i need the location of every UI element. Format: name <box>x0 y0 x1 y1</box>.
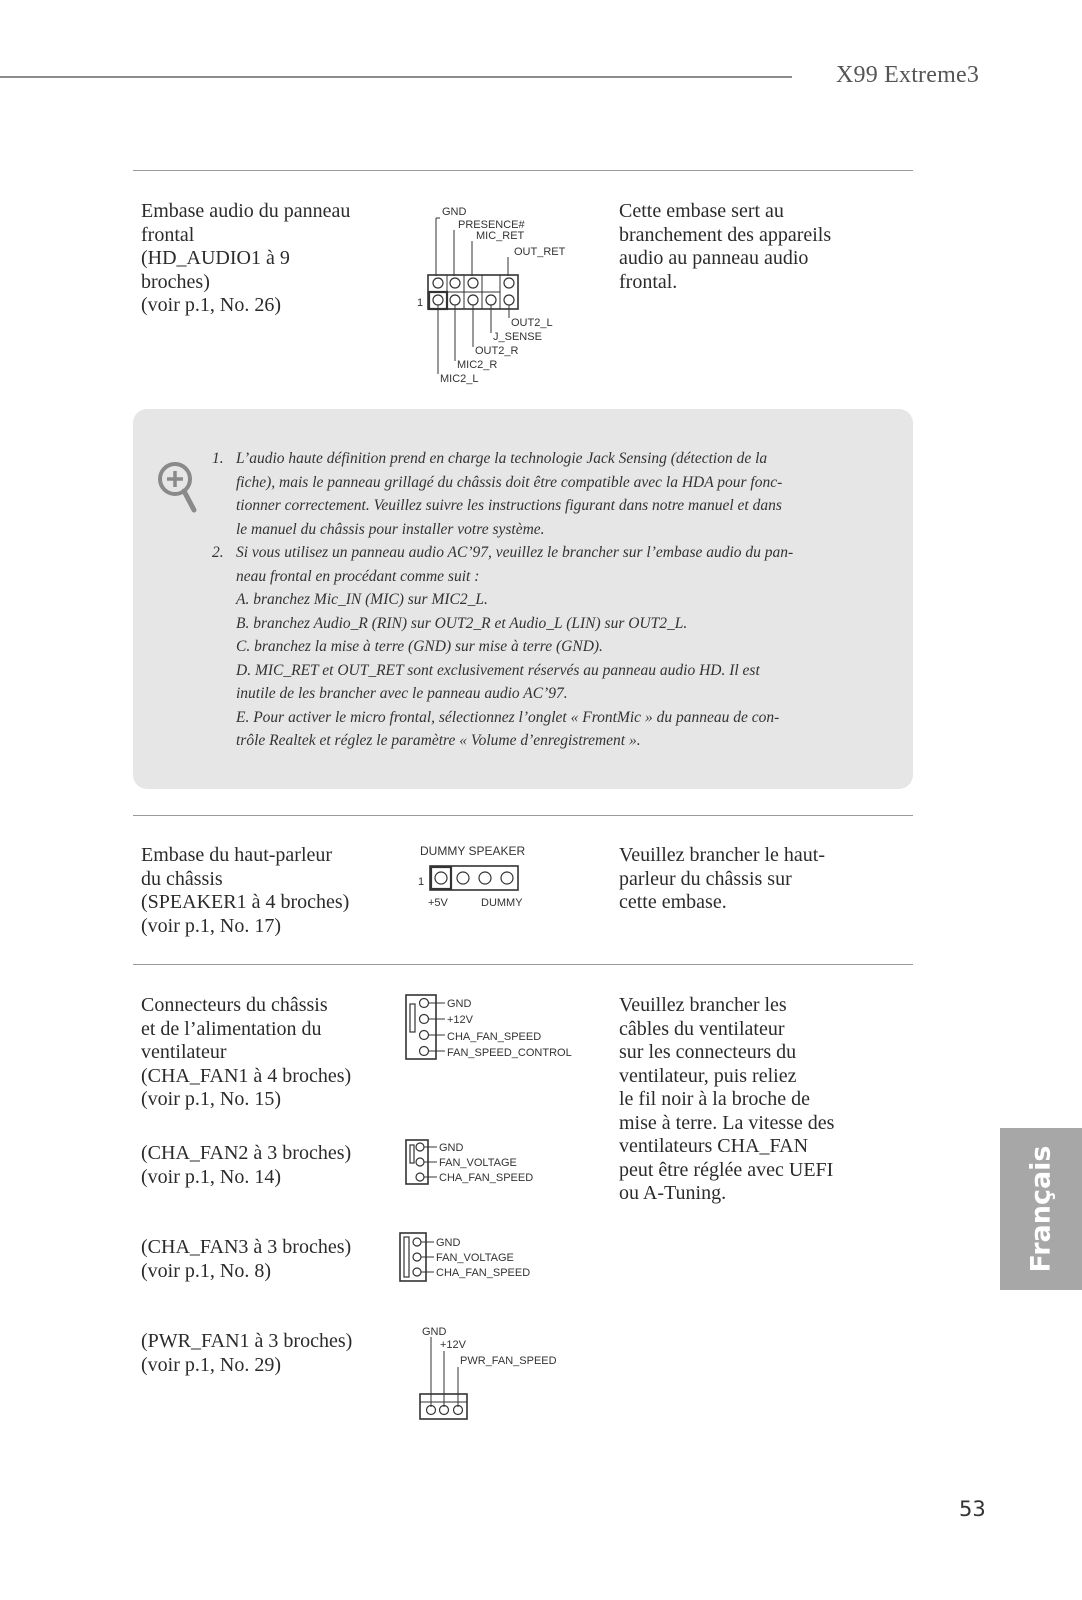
text-line: Embase du haut-parleur <box>141 844 333 866</box>
text-line: (CHA_FAN1 à 4 broches) <box>141 1064 352 1087</box>
magnifier-plus-icon <box>155 459 199 517</box>
pin-label-gnd: GND <box>436 1237 461 1249</box>
note-subitem: A. branchez Mic_IN (MIC) sur MIC2_L. <box>236 591 488 608</box>
text-line: branchement des appareils <box>619 223 832 246</box>
cha-fan1-description <box>141 994 391 1112</box>
text-line: (HD_AUDIO1 à 9 <box>141 247 290 269</box>
text-line: (SPEAKER1 à 4 broches) <box>141 891 350 913</box>
cha-fan2-description <box>141 1142 391 1189</box>
note-line: tionner correctement. Veuillez suivre les instructions figurant dans notre manuel et dans <box>236 497 782 514</box>
hd-audio-pin-diagram <box>410 200 600 395</box>
text-line: (voir p.1, No. 26) <box>141 294 281 316</box>
pin-label-dummy: DUMMY <box>481 897 523 909</box>
text-line: du châssis <box>141 867 223 890</box>
pin-label-12v: +12V <box>440 1339 466 1351</box>
pin-label-fan-speed-control: FAN_SPEED_CONTROL <box>447 1047 572 1059</box>
pin-label-cha-fan-speed: CHA_FAN_SPEED <box>447 1031 542 1043</box>
pin-label-fan-voltage: FAN_VOLTAGE <box>439 1157 517 1169</box>
text-line: (voir p.1, No. 15) <box>141 1088 281 1110</box>
text-line: (voir p.1, No. 29) <box>141 1353 281 1376</box>
cha-fan1-pin-diagram <box>400 990 600 1062</box>
text-line: ventilateur <box>141 1041 227 1063</box>
text-line: Embase audio du panneau <box>141 200 351 222</box>
text-line: (CHA_FAN3 à 3 broches) <box>141 1236 352 1258</box>
note-line: Si vous utilisez un panneau audio AC’97, veuillez le brancher sur l’embase audio du pan- <box>236 544 794 561</box>
fans-explanation <box>619 994 869 1206</box>
text-line: sur les connecteurs du <box>619 1041 797 1063</box>
text-line: (CHA_FAN2 à 3 broches) <box>141 1142 352 1164</box>
speaker-description <box>141 844 391 938</box>
cha-fan3-pin-diagram <box>396 1230 566 1284</box>
header-title: X99 Extreme3 <box>836 62 980 88</box>
note-subitem: trôle Realtek et réglez le paramètre « Volume d’enregistrement ». <box>236 732 641 749</box>
text-line: (PWR_FAN1 à 3 broches) <box>141 1330 353 1352</box>
text-line: ventilateur, puis reliez <box>619 1064 797 1087</box>
cha-fan3-description <box>141 1236 391 1283</box>
text-line: ventilateurs CHA_FAN <box>619 1135 809 1157</box>
pin-label-mic2-l: MIC2_L <box>440 373 479 385</box>
speaker-explanation <box>619 844 869 915</box>
pin-label-pin1: 1 <box>418 876 425 888</box>
text-line: Veuillez brancher le haut- <box>619 844 826 866</box>
pin-label-gnd: GND <box>422 1326 447 1338</box>
text-line: parleur du châssis sur <box>619 867 792 890</box>
pin-label-out2-r: OUT2_R <box>475 345 519 357</box>
text-line: le fil noir à la broche de <box>619 1088 811 1110</box>
pin-label-presence: PRESENCE# <box>458 219 525 231</box>
pin-label-cha-fan-speed: CHA_FAN_SPEED <box>436 1267 531 1279</box>
section-divider <box>133 964 913 965</box>
pin-label-cha-fan-speed: CHA_FAN_SPEED <box>439 1172 534 1184</box>
pwr-fan1-description <box>141 1330 391 1377</box>
text-line: audio au panneau audio <box>619 247 809 269</box>
text-line: frontal <box>141 223 195 246</box>
note-list <box>212 447 852 753</box>
note-line: L’audio haute définition prend en charge la technologie Jack Sensing (détection de la <box>236 450 768 467</box>
pin-label-12v: +12V <box>447 1014 473 1026</box>
note-number: 1. <box>212 450 224 467</box>
note-item <box>212 541 852 753</box>
pwr-fan1-pin-diagram <box>416 1323 576 1423</box>
text-line: cette embase. <box>619 891 727 913</box>
pin-label-fan-voltage: FAN_VOLTAGE <box>436 1252 514 1264</box>
pin-label-5v: +5V <box>428 897 448 909</box>
text-line: broches) <box>141 270 210 293</box>
cha-fan2-pin-diagram <box>400 1136 570 1188</box>
hd-audio-explanation <box>619 200 869 294</box>
text-line: Cette embase sert au <box>619 200 784 222</box>
pin-label-j-sense: J_SENSE <box>493 331 542 343</box>
text-line: frontal. <box>619 270 678 293</box>
section-divider <box>133 815 913 816</box>
header-rule <box>0 76 792 78</box>
pin-label-dummy-speaker: DUMMY SPEAKER <box>420 844 526 858</box>
note-line: le manuel du châssis pour installer votre système. <box>236 520 545 538</box>
language-tab-label: Français <box>1025 1145 1057 1273</box>
pin-label-gnd: GND <box>442 206 467 218</box>
text-line: (voir p.1, No. 14) <box>141 1165 281 1188</box>
text-line: et de l’alimentation du <box>141 1017 322 1040</box>
note-subitem: inutile de les brancher avec le panneau audio AC’97. <box>236 685 568 702</box>
note-subitem: D. MIC_RET et OUT_RET sont exclusivement réservés au panneau audio HD. Il est <box>236 661 760 679</box>
note-subitem: C. branchez la mise à terre (GND) sur mise à terre (GND). <box>236 638 603 655</box>
pin-label-gnd: GND <box>447 998 472 1010</box>
note-line: neau frontal en procédant comme suit : <box>236 567 480 585</box>
pin-label-pwr-fan-speed: PWR_FAN_SPEED <box>460 1355 557 1367</box>
text-line: peut être réglée avec UEFI <box>619 1158 834 1181</box>
pin-label-pin1: 1 <box>417 297 424 309</box>
pin-label-gnd: GND <box>439 1142 464 1154</box>
pin-label-mic2-r: MIC2_R <box>457 359 498 371</box>
text-line: (voir p.1, No. 8) <box>141 1259 271 1282</box>
text-line: Veuillez brancher les <box>619 994 787 1016</box>
note-subitem: E. Pour activer le micro frontal, sélectionnez l’onglet « FrontMic » du panneau de con- <box>236 708 780 726</box>
text-line: mise à terre. La vitesse des <box>619 1111 835 1134</box>
text-line: ou A-Tuning. <box>619 1182 727 1204</box>
pin-label-out-ret: OUT_RET <box>514 246 566 258</box>
hd-audio-description <box>141 200 381 318</box>
text-line: (voir p.1, No. 17) <box>141 914 281 937</box>
section-divider <box>133 170 913 171</box>
pin-label-mic-ret: MIC_RET <box>476 230 525 242</box>
note-item <box>212 447 852 541</box>
note-number: 2. <box>212 544 224 561</box>
text-line: Connecteurs du châssis <box>141 994 328 1016</box>
note-line: fiche), mais le panneau grillagé du châssis doit être compatible avec la HDA pour fonc- <box>236 473 783 491</box>
speaker-pin-diagram <box>410 840 570 910</box>
page-number: 53 <box>959 1497 986 1521</box>
pin-label-out2-l: OUT2_L <box>511 317 553 329</box>
text-line: câbles du ventilateur <box>619 1017 785 1040</box>
note-subitem: B. branchez Audio_R (RIN) sur OUT2_R et Audio_L (LIN) sur OUT2_L. <box>236 614 688 632</box>
